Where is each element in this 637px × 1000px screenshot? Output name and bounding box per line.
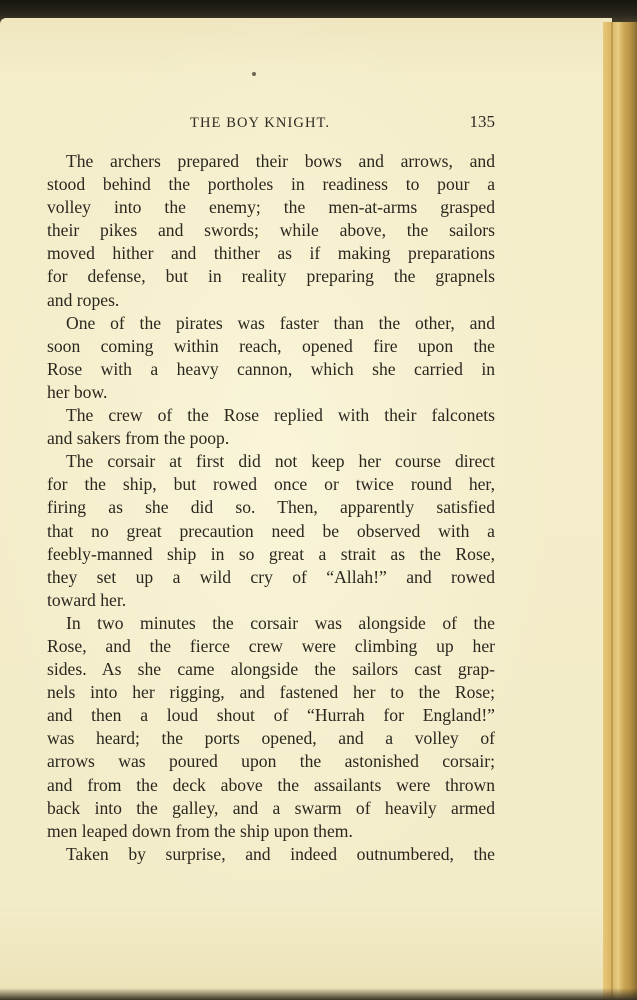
text-line: and ropes. [47,289,120,310]
body-text [47,150,495,866]
text-line: that no great precaution need be observed with a [47,520,495,541]
page-edges-gilt [603,22,637,1000]
text-line: sides. As she came alongside the sailors cast grap- [47,659,495,680]
text-line: men leaped down from the ship upon them. [47,820,353,841]
text-line: stood behind the portholes in readiness to pour a [47,174,495,195]
text-line: The corsair at first did not keep her course direct [66,451,495,472]
paper-speck [252,72,256,76]
text-line: back into the galley, and a swarm of heavily armed [47,797,495,818]
text-line: In two minutes the corsair was alongside of the [66,612,495,633]
page-header [190,112,495,136]
text-line: moved hither and thither as if making preparations [47,243,495,264]
text-line: Taken by surprise, and indeed outnumbered, the [66,843,495,864]
text-line: The crew of the Rose replied with their falconets [66,405,495,426]
text-line: nels into her rigging, and fastened her to the Rose; [47,682,495,703]
text-line: was heard; the ports opened, and a volley of [47,728,495,749]
page-number: 135 [469,112,495,131]
text-line: toward her. [47,589,127,610]
text-line: they set up a wild cry of “Allah!” and rowed [47,566,495,587]
text-line: for defense, but in reality preparing the grapnels [47,266,495,287]
text-line: volley into the enemy; the men-at-arms grasped [47,197,495,218]
text-line: arrows was poured upon the astonished corsair; [47,751,495,772]
text-line: firing as she did so. Then, apparently satisfied [47,497,495,518]
text-line: and sakers from the poop. [47,428,230,449]
text-line: and from the deck above the assailants were thrown [47,774,495,795]
text-line: feebly-manned ship in so great a strait as the Rose, [47,543,495,564]
text-line: their pikes and swords; while above, the sailors [47,220,495,241]
text-line: Rose with a heavy cannon, which she carried in [47,358,495,379]
text-line: Rose, and the fierce crew were climbing up her [47,635,495,656]
text-line: One of the pirates was faster than the other, and [66,312,495,333]
text-line: for the ship, but rowed once or twice round her, [47,474,495,495]
text-line: and then a loud shout of “Hurrah for England!” [47,705,495,726]
text-line: The archers prepared their bows and arrows, and [66,151,495,171]
book-bottom-edge [0,988,637,1000]
running-head: THE BOY KNIGHT. [190,115,331,131]
text-line: soon coming within reach, opened fire upon the [47,335,495,356]
text-line: her bow. [47,381,108,402]
